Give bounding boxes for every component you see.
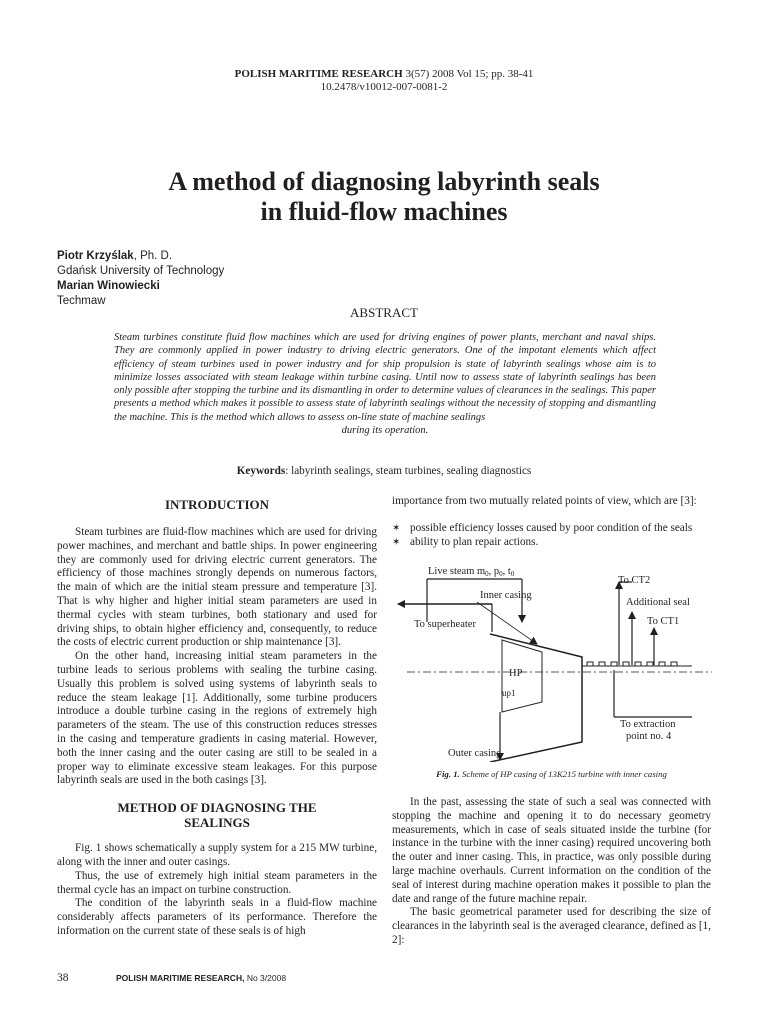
- keywords: [0, 465, 768, 477]
- right-column-bottom: [392, 796, 711, 948]
- right-column-top: [392, 495, 711, 509]
- caption-label: Fig. 1.: [436, 769, 460, 779]
- abstract-heading: ABSTRACT: [350, 305, 418, 320]
- introduction-heading: INTRODUCTION: [164, 497, 269, 512]
- abstract-text: Steam turbines constitute fluid flow machines which are used for driving engines of power plants, merchant and naval ships. They are commonly applied in power industry to driving electric generators. One of the impotant elements which affect efficiency of steam turbines used in power industry and for ship propulsion is state of labyrinth sealings whose aim is to minimize losses associated with steam leakage within turbine casing. Until now to assess state of labyrinth sealings has been only possible after stopping the turbine and its dismantling in order to determine values of clearances in the sealings. This paper presents a method which makes it possible to assess state of labyrinth sealings without the necessity of stopping and dismantling the machine. This is the method which allows to assess on-line state of machine sealings: [114, 332, 656, 423]
- abstract-body: [114, 331, 656, 437]
- author-block: [57, 249, 224, 309]
- method-paragraph-1: Fig. 1 shows schematically a supply system for a 215 MW turbine, along with the inner and outer casings.: [57, 842, 377, 868]
- label-outer-casing: Outer casing: [448, 748, 502, 759]
- label-live-steam: Live steam m0, p0, t0: [428, 566, 515, 578]
- label-to-ct2: To CT2: [618, 575, 651, 586]
- star-bullet-icon: ✶: [392, 536, 401, 548]
- footer-issue: No 3/2008: [244, 973, 287, 983]
- right-paragraph-1: importance from two mutually related points of view, which are [3]:: [392, 495, 697, 507]
- star-bullet-icon: ✶: [392, 523, 401, 534]
- author-1-name: Piotr Krzyślak: [57, 250, 134, 262]
- method-paragraph-2: Thus, the use of extremely high initial steam parameters in the thermal cycle has an impact on turbine construction.: [57, 869, 377, 896]
- title-line-2: in fluid-flow machines: [260, 197, 508, 226]
- author-2-name: Marian Winowiecki: [57, 280, 160, 292]
- bullet-text-1: possible efficiency losses caused by poor condition of the seals: [410, 522, 693, 534]
- journal-doi: 10.2478/v10012-007-0081-2: [320, 81, 448, 93]
- author-2-affiliation: Techmaw: [57, 295, 106, 307]
- method-heading-line-2: SEALINGS: [184, 815, 250, 831]
- right-paragraph-3: The basic geometrical parameter used for describing the size of clearances in the labyrinth seal is the averaged clearance, defined as [1, 2]:: [392, 906, 711, 946]
- method-heading-line-1: METHOD OF DIAGNOSING THE: [117, 800, 317, 816]
- author-1-affiliation: Gdańsk University of Technology: [57, 265, 225, 277]
- label-point-no: point no. 4: [626, 731, 672, 742]
- hp-turbine-body: [490, 634, 582, 762]
- left-column: [57, 497, 377, 939]
- labyrinth-seal-teeth: [582, 662, 692, 666]
- bullet-list: [392, 522, 711, 550]
- author-2: [57, 279, 224, 294]
- journal-issue: 3(57) 2008 Vol 15; pp. 38-41: [402, 68, 534, 80]
- author-1: [57, 249, 224, 264]
- method-heading: [57, 800, 377, 830]
- method-paragraph-3: The condition of the labyrinth seals in a fluid-flow machine considerably affects parameters of its performance. Therefore the information on the current state of these seals is of high: [57, 897, 377, 937]
- article-title: [0, 167, 768, 227]
- author-1-degree: , Ph. D.: [133, 250, 173, 262]
- caption-text: Scheme of HP casing of 13K215 turbine with inner casing: [459, 769, 667, 779]
- intro-paragraph-1: Steam turbines are fluid-flow machines which are used for driving power machines, and merchant and battle ships. In power engineering they are commonly used for driving electric current generators. The efficiency of those machines strongly depends on numerous factors, the main of which are the initial steam pressure and temperature [3]. That is why higher and higher initial steam parameters are used in thermal cycles with steam turbines, both stationary and used for driving ships, to obtain higher efficiency and, consequently, to reduce the costs of electric current production or ship maintenance [3].: [57, 526, 377, 649]
- right-paragraph-2: In the past, assessing the state of such a seal was connected with stopping the machine and opening it to do necessary geometry measurements, which in case of seals situated inside the turbine (for instance in the turbine with the inner casing) required uncovering both the outer and inner casing. This, in practice, was only possible during large machine overhauls. Current information on the condition of the seal of interest during machine operation makes it possible to plan the date and range of the future machine repair.: [392, 796, 711, 905]
- label-to-superheater: To superheater: [414, 619, 476, 630]
- label-inner-casing: Inner casing: [480, 590, 532, 601]
- bullet-item: [392, 522, 711, 536]
- bullet-text-2: ability to plan repair actions.: [410, 535, 539, 548]
- intro-paragraph-2: On the other hand, increasing initial steam parameters in the turbine leads to serious problems with sealing the turbine casing. Usually this problem is solved using systems of labyrinth seals to reduce the steam leakage [1]. Additionally, some turbine producers introduce a double turbine casing in the regions of extremely high parameters of the steam. The use of this construction reduces stresses in the casing and temperature gradients in casing material. However, both the inner casing and the outer casing are still to be sealed in a proper way to eliminate excessive steam leakages. For this purpose labyrinth seals are used in the both casings [3].: [57, 650, 377, 787]
- keywords-text: : labyrinth sealings, steam turbines, sealing diagnostics: [285, 465, 532, 477]
- label-additional-seal: Additional seal: [626, 597, 690, 608]
- journal-citation: [0, 68, 768, 81]
- label-to-extraction: To extraction: [620, 719, 676, 730]
- footer-journal-name: POLISH MARITIME RESEARCH,: [116, 973, 245, 983]
- bullet-item: [392, 536, 711, 550]
- page-number: 38: [57, 972, 69, 984]
- title-line-1: A method of diagnosing labyrinth seals: [168, 167, 600, 196]
- label-hp: HP: [509, 668, 523, 679]
- journal-header: [0, 68, 768, 94]
- keywords-label: Keywords: [236, 465, 286, 477]
- figure-1-diagram: [392, 562, 722, 762]
- journal-name: POLISH MARITIME RESEARCH: [234, 68, 403, 80]
- footer-journal: [116, 973, 286, 983]
- figure-1-caption: [392, 769, 711, 779]
- abstract-last-line: during its operation.: [341, 425, 429, 437]
- label-to-ct1: To CT1: [647, 616, 680, 627]
- label-up1: up1: [502, 688, 516, 698]
